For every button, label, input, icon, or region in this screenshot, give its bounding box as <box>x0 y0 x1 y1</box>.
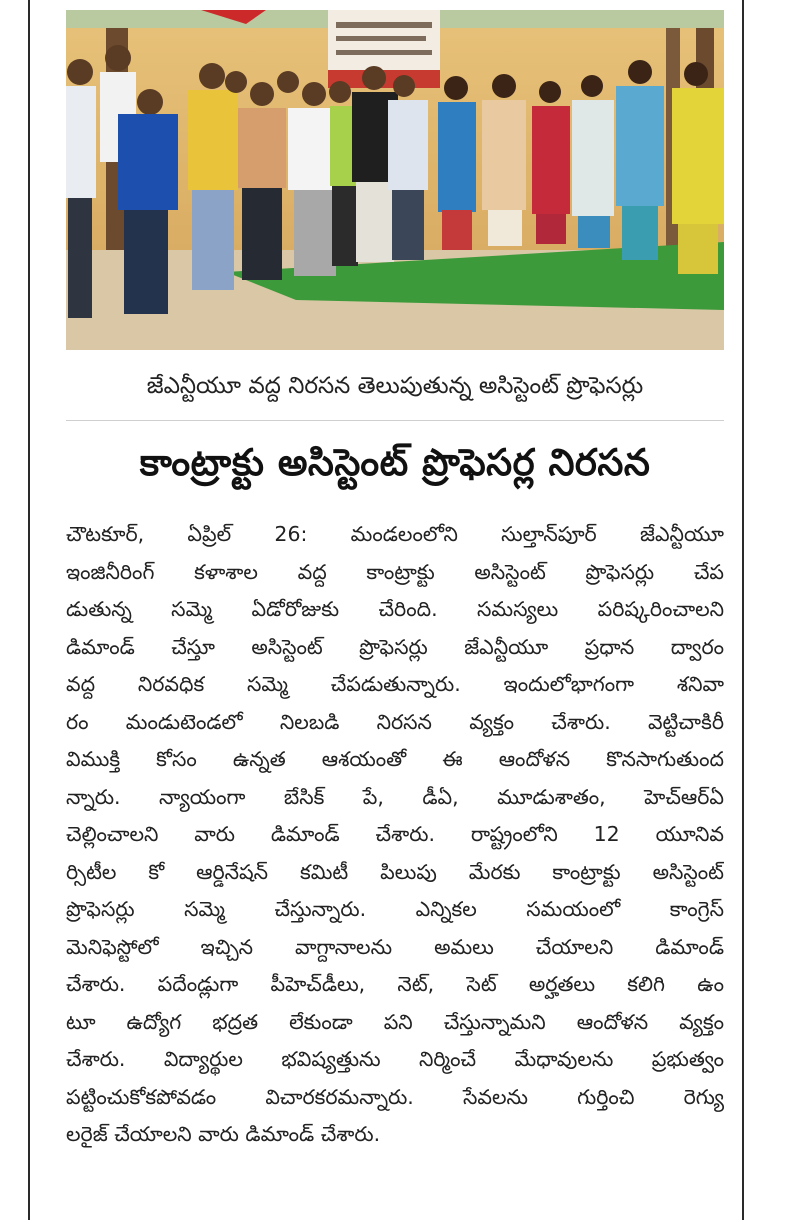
body-line: టూ ఉద్యోగ భద్రత లేకుండా పని చేస్తున్నామని ఆందోళన వ్యక్తం <box>66 1009 724 1034</box>
photo-caption: జేఎన్టీయూ వద్ద నిరసన తెలుపుతున్న అసిస్టెంట్ ప్రొఫెసర్లు <box>66 358 724 421</box>
body-line: చెల్లించాలని వారు డిమాండ్ చేశారు. రాష్ట్రంలోని 12 యూనివ <box>66 822 724 846</box>
body-line: లరైజ్ చేయాలని వారు డిమాండ్ చేశారు. <box>66 1122 381 1146</box>
body-line: వద్ద నిరవధిక సమ్మె చేపడుతున్నారు. ఇందులోభాగంగా శనివా <box>66 672 724 696</box>
body-line: ఇంజినీరింగ్ కళాశాల వద్ద కాంట్రాక్టు అసిస్టెంట్ ప్రొఫెసర్లు చేప <box>66 559 724 584</box>
body-line: డిమాండ్ చేస్తూ అసిస్టెంట్ ప్రొఫెసర్లు జేఎన్టీయూ ప్రధాన ద్వారం <box>66 634 724 659</box>
body-line: న్నారు. న్యాయంగా బేసిక్ పే, డీఏ, మూడుశాతం, హెచ్ఆర్ఏ <box>66 784 724 809</box>
body-line: ర్సిటీల కో ఆర్డినేషన్ కమిటీ పిలుపు మేరకు కాంట్రాక్టు అసిస్టెంట్ <box>66 859 724 884</box>
article-body <box>66 516 724 1154</box>
left-column-rule <box>28 0 30 1220</box>
body-line: చౌటకూర్, ఏప్రిల్ 26: మండలంలోని సుల్తాన్‌పూర్ జేఎన్టీయూ <box>66 522 724 546</box>
body-line: విముక్తి కోసం ఉన్నత ఆశయంతో ఈ ఆందోళన కొనసాగుతుంద <box>66 747 724 771</box>
right-column-rule <box>742 0 744 1220</box>
body-line: చేశారు. పదేండ్లుగా పీహెచ్‌డీలు, నెట్, సెట్ అర్హతలు కలిగి ఉం <box>66 972 724 996</box>
body-line: పట్టించుకోకపోవడం విచారకరమన్నారు. సేవలను గుర్తించి రెగ్యు <box>66 1084 724 1109</box>
body-line: డుతున్న సమ్మె ఏడోరోజుకు చేరింది. సమస్యలు పరిష్కరించాలని <box>66 597 724 621</box>
body-line: ప్రొఫెసర్లు సమ్మె చేస్తున్నారు. ఎన్నికల సమయంలో కాంగ్రెస్ <box>66 897 724 921</box>
body-line: రం మండుటెండలో నిలబడి నిరసన వ్యక్తం చేశారు. వెట్టిచాకిరీ <box>66 709 724 734</box>
news-photo <box>66 10 724 350</box>
body-line: చేశారు. విద్యార్థుల భవిష్యత్తును నిర్మించే మేధావులను ప్రభుత్వం <box>66 1047 724 1071</box>
headline: కాంట్రాక్టు అసిస్టెంట్ ప్రొఫెసర్ల నిరసన <box>139 441 651 484</box>
body-line: మెనిఫెస్టోలో ఇచ్చిన వాగ్దానాలను అమలు చేయాలని డిమాండ్ <box>66 934 724 959</box>
